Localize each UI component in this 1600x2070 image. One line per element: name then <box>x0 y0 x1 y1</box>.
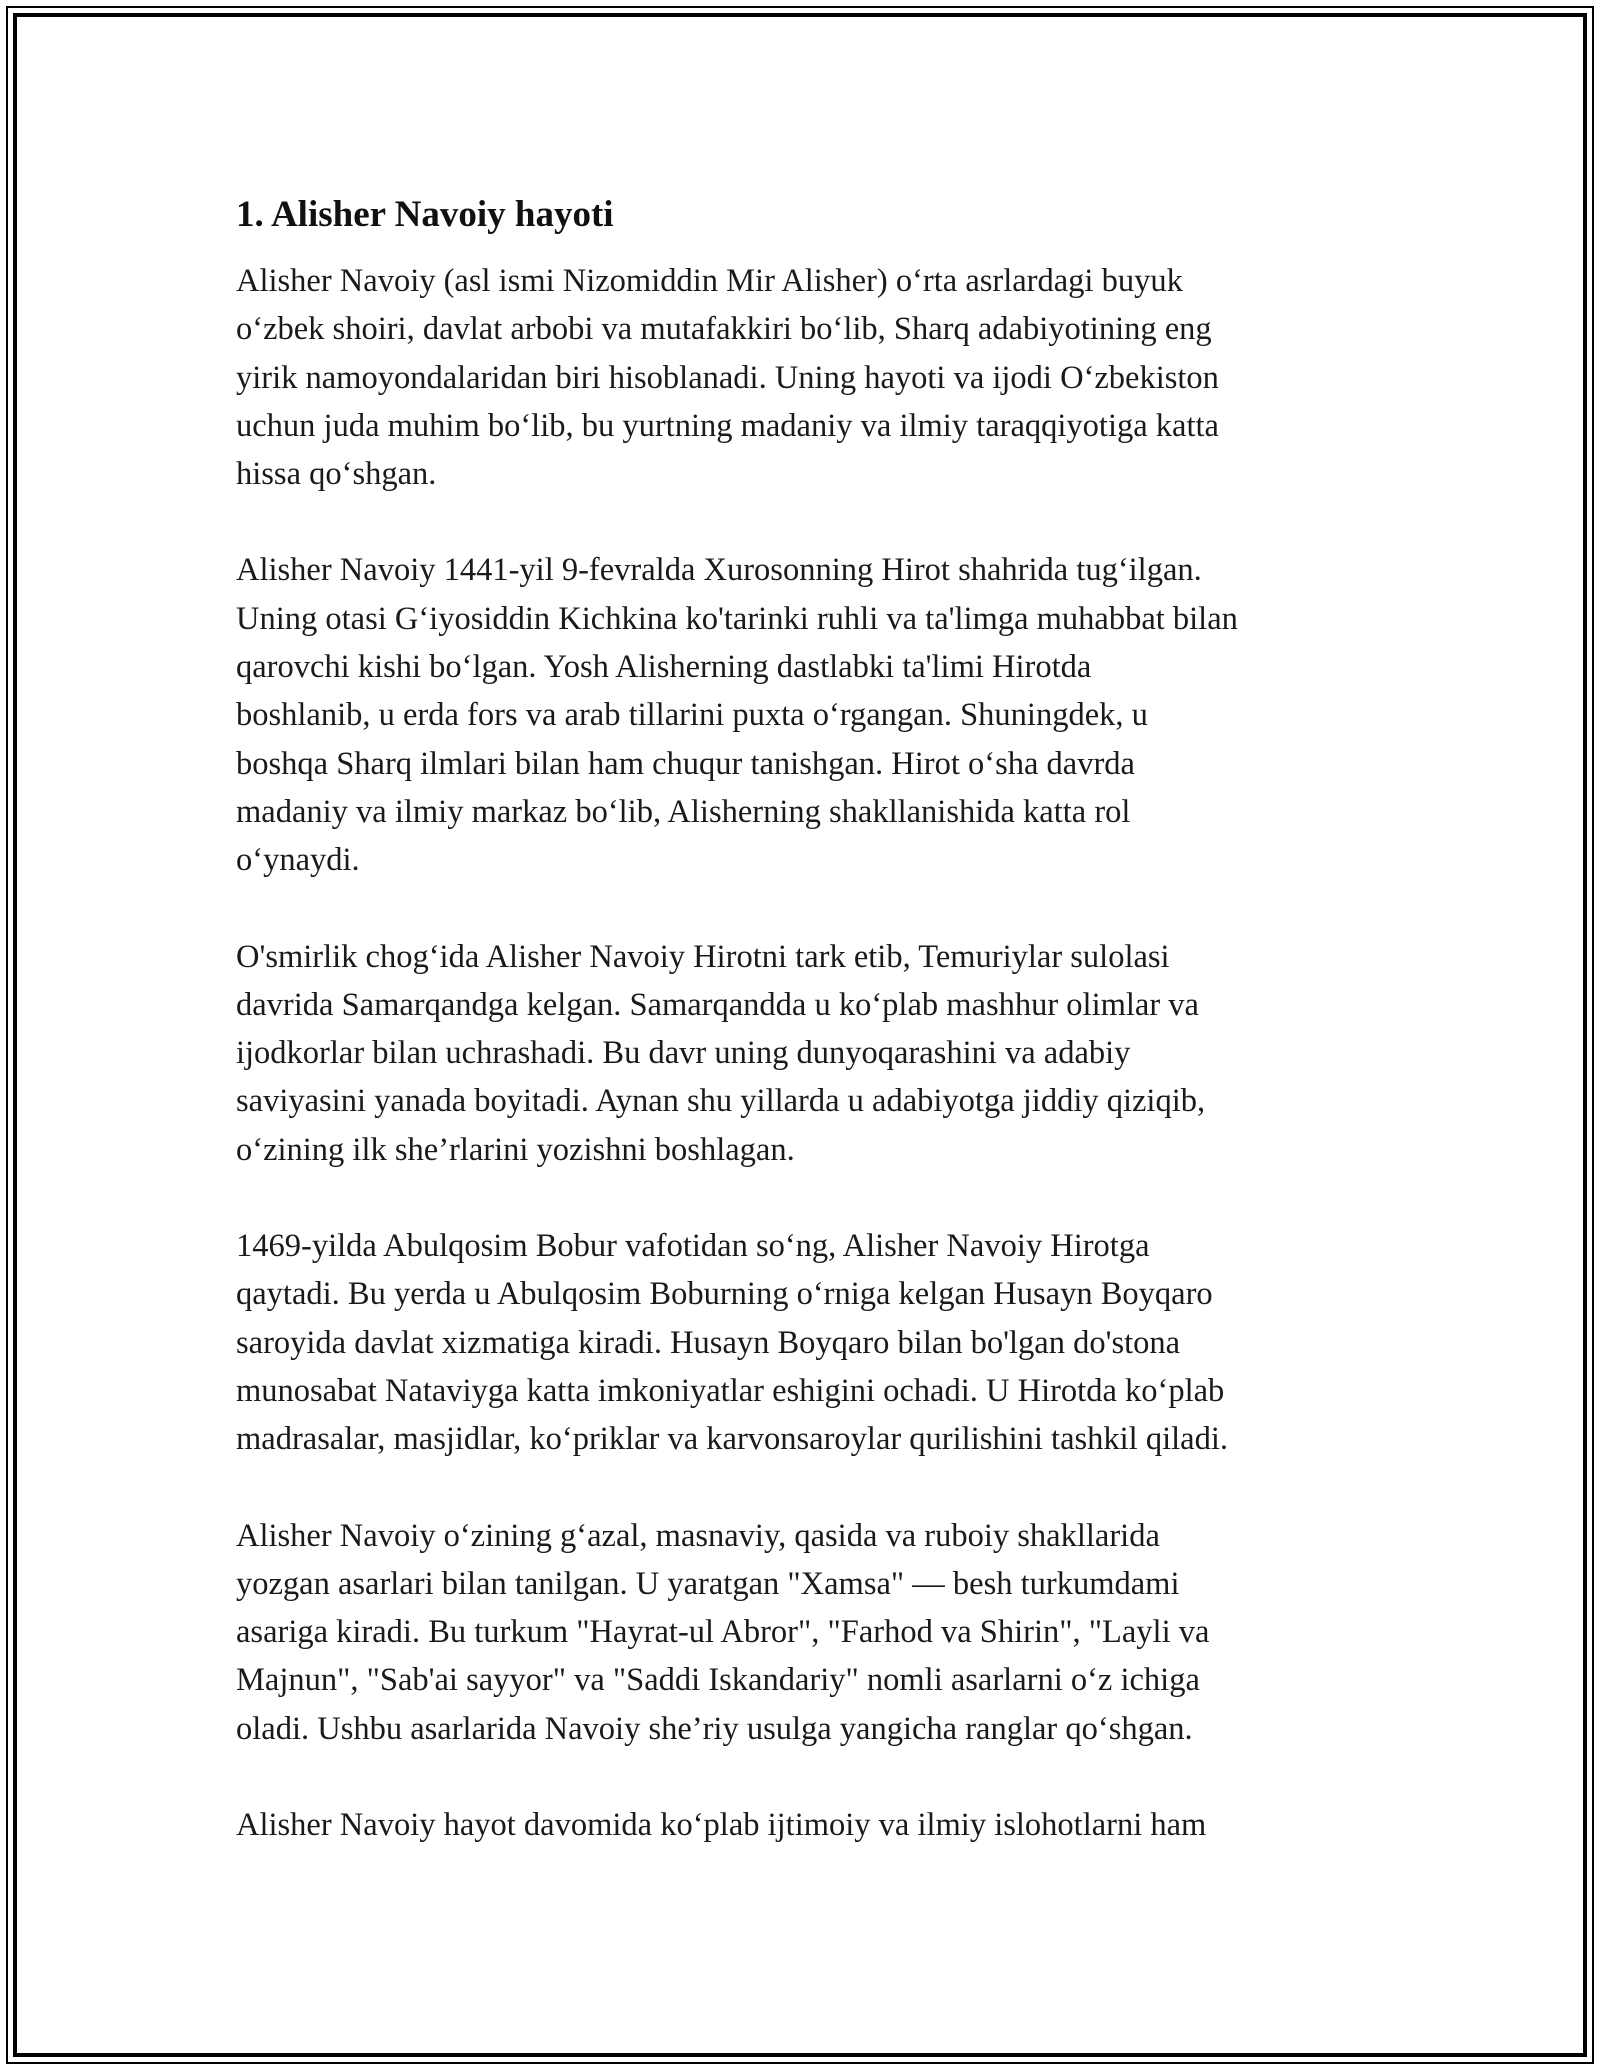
text-line: o‘zbek shoiri, davlat arbobi va mutafakkiri bo‘lib, Sharq adabiyotining eng <box>236 311 1212 348</box>
text-line: uchun juda muhim bo‘lib, bu yurtning madaniy va ilmiy taraqqiyotiga katta <box>236 407 1219 444</box>
text-line: Alisher Navoiy 1441-yil 9-fevralda Xurosonning Hirot shahrida tug‘ilgan. <box>236 552 1202 589</box>
text-line: Alisher Navoiy hayot davomida ko‘plab ijtimoiy va ilmiy islohotlarni ham <box>236 1807 1207 1844</box>
text-line: munosabat Nataviyga katta imkoniyatlar eshigini ochadi. U Hirotda ko‘plab <box>236 1372 1225 1409</box>
text-line: qaytadi. Bu yerda u Abulqosim Boburning o‘rniga kelgan Husayn Boyqaro <box>236 1276 1213 1313</box>
text-line: ijodkorlar bilan uchrashadi. Bu davr uning dunyoqarashini va adabiy <box>236 1035 1131 1072</box>
text-line: boshlanib, u erda fors va arab tillarini puxta o‘rgangan. Shuningdek, u <box>236 697 1148 734</box>
paragraph-5 <box>236 1512 1386 1753</box>
text-line: oladi. Ushbu asarlarida Navoiy she’riy usulga yangicha ranglar qo‘shgan. <box>236 1710 1193 1747</box>
text-line: Majnun", "Sab'ai sayyor" va "Saddi Iskandariy" nomli asarlarni o‘z ichiga <box>236 1662 1200 1699</box>
paragraph-3 <box>236 933 1386 1174</box>
text-line: madrasalar, masjidlar, ko‘priklar va karvonsaroylar qurilishini tashkil qiladi. <box>236 1421 1228 1458</box>
text-line: yirik namoyondalaridan biri hisoblanadi. Uning hayoti va ijodi O‘zbekiston <box>236 359 1219 396</box>
text-line: yozgan asarlari bilan tanilgan. U yaratgan "Xamsa" — besh turkumdami <box>236 1565 1180 1602</box>
text-line: Uning otasi G‘iyosiddin Kichkina ko'tarinki ruhli va ta'limga muhabbat bilan <box>236 600 1238 637</box>
text-line: Alisher Navoiy (asl ismi Nizomiddin Mir Alisher) o‘rta asrlardagi buyuk <box>236 263 1183 299</box>
text-line: davrida Samarqandga kelgan. Samarqandda u ko‘plab mashhur olimlar va <box>236 986 1199 1023</box>
text-line: madaniy va ilmiy markaz bo‘lib, Alisherning shakllanishida katta rol <box>236 793 1131 830</box>
text-line: saviyasini yanada boyitadi. Aynan shu yillarda u adabiyotga jiddiy qiziqib, <box>236 1083 1206 1120</box>
text-line: 1469-yilda Abulqosim Bobur vafotidan so‘ng, Alisher Navoiy Hirotga <box>236 1228 1150 1265</box>
text-line: hissa qo‘shgan. <box>236 456 437 493</box>
paragraph-2 <box>236 546 1386 884</box>
text-line: o‘zining ilk she’rlarini yozishni boshlagan. <box>236 1131 795 1168</box>
text-line: Alisher Navoiy o‘zining g‘azal, masnaviy, qasida va ruboiy shakllarida <box>236 1517 1160 1554</box>
section-heading: 1. Alisher Navoiy hayoti <box>236 194 614 235</box>
paragraph-1 <box>236 257 1386 498</box>
text-line: o‘ynaydi. <box>236 842 360 879</box>
text-line: saroyida davlat xizmatiga kiradi. Husayn Boyqaro bilan bo'lgan do'stona <box>236 1324 1181 1361</box>
paragraph-4 <box>236 1222 1386 1463</box>
text-line: boshqa Sharq ilmlari bilan ham chuqur tanishgan. Hirot o‘sha davrda <box>236 745 1135 782</box>
text-line: O'smirlik chog‘ida Alisher Navoiy Hirotni tark etib, Temuriylar sulolasi <box>236 938 1170 975</box>
text-line: asariga kiradi. Bu turkum "Hayrat-ul Abror", "Farhod va Shirin", "Layli va <box>236 1614 1210 1651</box>
paragraph-6 <box>236 1801 1386 1849</box>
text-line: qarovchi kishi bo‘lgan. Yosh Alisherning dastlabki ta'limi Hirotda <box>236 649 1092 686</box>
document-body <box>236 185 1386 1897</box>
